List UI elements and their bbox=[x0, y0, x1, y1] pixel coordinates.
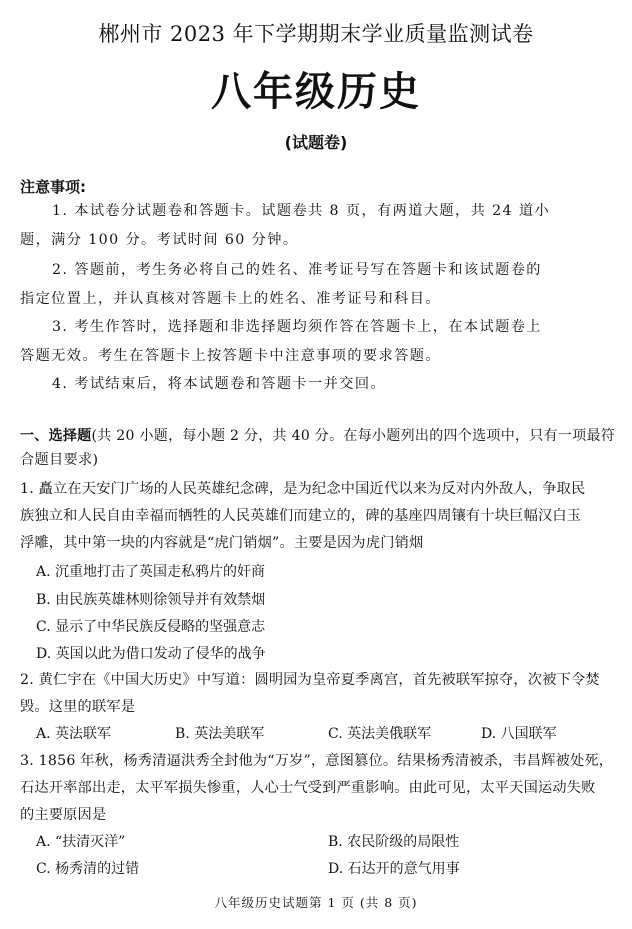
answer-option: C. 英法美俄联军 bbox=[328, 726, 432, 742]
section-title: 一、选择题 bbox=[20, 428, 92, 444]
question-stem-line: 1. 矗立在天安门广场的人民英雄纪念碑，是为纪念中国近代以来为反对内外敌人，争取民 bbox=[20, 481, 586, 497]
answer-option: C. 显示了中华民族反侵略的坚强意志 bbox=[36, 619, 266, 635]
answer-option: A. 沉重地打击了英国走私鸦片的奸商 bbox=[36, 564, 266, 580]
notice-line: 题，满分 100 分。考试时间 60 分钟。 bbox=[20, 232, 299, 248]
answer-option: D. 英国以此为借口发动了侵华的战争 bbox=[36, 646, 266, 662]
answer-option: B. 农民阶级的局限性 bbox=[328, 834, 460, 850]
answer-option: C. 杨秀清的过错 bbox=[36, 861, 140, 877]
answer-option: D. 八国联军 bbox=[481, 726, 557, 742]
page-footer: 八年级历史试题第 1 页 (共 8 页) bbox=[214, 895, 418, 910]
exam-title: 郴州市 2023 年下学期期末学业质量监测试卷 bbox=[98, 22, 534, 46]
answer-option: D. 石达开的意气用事 bbox=[328, 861, 460, 877]
section-instructions: (共 20 小题，每小题 2 分，共 40 分。在每小题列出的四个选项中，只有一项最符 bbox=[91, 428, 616, 444]
notice-line: 2. 答题前，考生务必将自己的姓名、准考证号写在答题卡和该试题卷的 bbox=[52, 262, 542, 278]
question-stem-line: 毁。这里的联军是 bbox=[20, 699, 136, 715]
answer-option: B. 由民族英雄林则徐领导并有效禁烟 bbox=[36, 592, 266, 608]
answer-option: A. 英法联军 bbox=[36, 726, 112, 742]
notice-line: 指定位置上，并认真核对答题卡上的姓名、准考证号和科目。 bbox=[20, 291, 441, 307]
question-stem-line: 族独立和人民自由幸福而牺牲的人民英雄们而建立的，碑的基座四周镶有十块巨幅汉白玉 bbox=[20, 508, 582, 524]
question-stem-line: 石达开率部出走，太平军损失惨重，人心士气受到严重影响。由此可见，太平天国运动失败 bbox=[20, 780, 596, 796]
answer-option: B. 英法美联军 bbox=[175, 726, 265, 742]
section-heading bbox=[20, 426, 615, 446]
question-stem-line: 2. 黄仁宇在《中国大历史》中写道：圆明园为皇帝夏季离宫，首先被联军掠夺，次被下令焚 bbox=[20, 672, 600, 688]
answer-option: A. “扶清灭洋” bbox=[36, 834, 126, 850]
notice-heading: 注意事项: bbox=[20, 178, 86, 196]
question-stem-line: 浮雕，其中第一块的内容就是“虎门销烟”。主要是因为虎门销烟 bbox=[20, 535, 424, 551]
subject-title: 八年级历史 bbox=[211, 69, 421, 115]
question-stem-line: 3. 1856 年秋，杨秀清逼洪秀全封他为“万岁”，意图篡位。结果杨秀清被杀，韦昌辉被处死， bbox=[20, 753, 614, 769]
notice-line: 4. 考试结束后，将本试题卷和答题卡一并交回。 bbox=[52, 376, 386, 392]
notice-line: 答题无效。考生在答题卡上按答题卡中注意事项的要求答题。 bbox=[20, 348, 441, 364]
notice-line: 3. 考生作答时，选择题和非选择题均须作答在答题卡上，在本试题卷上 bbox=[52, 319, 542, 335]
question-stem-line: 的主要原因是 bbox=[20, 807, 107, 823]
notice-line: 1. 本试卷分试题卷和答题卡。试题卷共 8 页，有两道大题，共 24 道小 bbox=[52, 203, 551, 219]
paper-type-label: (试题卷) bbox=[284, 133, 348, 152]
section-instructions-cont: 合题目要求) bbox=[20, 452, 99, 468]
